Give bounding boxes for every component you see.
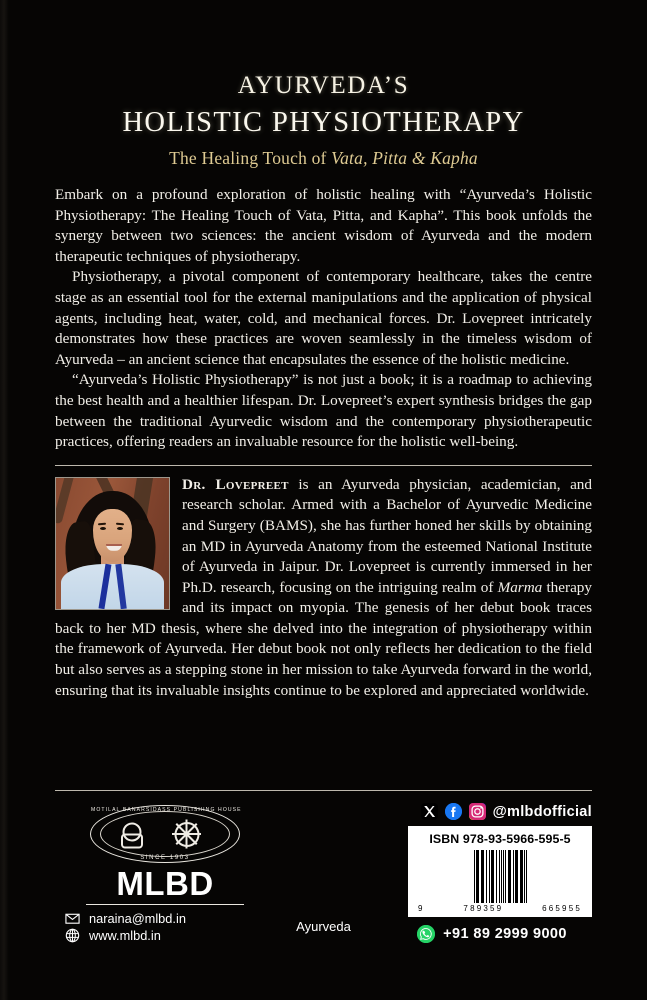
- emblem-wheel-shape: [174, 822, 199, 847]
- blurb-paragraph-1: Embark on a profound exploration of holistic healing with “Ayurveda’s Holistic Physiotherapy: The Healing Touch of Vata, Pitta, and Kapha”. This book unfolds the synergy between two sciences: the ancient wisdom of Ayurveda and the modern therapeutic techniques of physiotherapy.: [55, 186, 592, 265]
- publisher-email-row[interactable]: [65, 911, 275, 926]
- footer-right-column: [392, 801, 592, 943]
- divider-above-footer: [55, 790, 592, 791]
- social-media-row: [392, 803, 592, 820]
- publisher-email: naraina@mlbd.in: [89, 911, 186, 927]
- title-block: [55, 0, 592, 169]
- book-title-line2: HOLISTIC PHYSIOTHERAPY: [122, 107, 525, 138]
- facebook-icon[interactable]: [445, 803, 462, 820]
- barcode-digit-left: 9: [418, 904, 425, 913]
- category-label: Ayurveda: [296, 919, 351, 934]
- envelope-icon: [65, 911, 80, 926]
- author-bio-section: [55, 475, 592, 702]
- instagram-icon[interactable]: [469, 803, 486, 820]
- isbn-barcode-box: [408, 826, 592, 917]
- publisher-block: [55, 801, 275, 943]
- blurb-paragraph-3: “Ayurveda’s Holistic Physiotherapy” is not just a book; it is a roadmap to achieving the best health and a healthier lifespan. Dr. Lovepreet’s expert synthesis bridges the gap between the traditional Ayurvedic wisdom and the contemporary physiotherapeutic practices, offering readers an invaluable resource for the holistic well-being.: [55, 371, 592, 451]
- blurb-section: [55, 185, 592, 453]
- publisher-contact: [55, 911, 275, 943]
- whatsapp-number: +91 89 2999 9000: [443, 926, 567, 942]
- book-subtitle: [55, 148, 592, 169]
- barcode: [416, 850, 584, 903]
- publisher-name: MLBD: [116, 865, 214, 902]
- book-title-line1: AYURVEDA’S: [237, 72, 410, 99]
- barcode-digits: [416, 904, 584, 913]
- author-bio-part1: is an Ayurveda physician, academician, and research scholar. Armed with a Bachelor of Ayurvedic Medicine and Surgery (BAMS), she has further honed her skills by obtaining an MD in Ayurveda Anatomy from the esteemed National Institute of Ayurveda in Jaipur. Dr. Lovepreet is currently immersed in her Ph.D. research, focusing on the intriguing realm of: [182, 475, 592, 596]
- globe-icon: [65, 928, 80, 943]
- footer: [0, 782, 647, 1000]
- author-bio-part2: therapy and its impact on myopia. The genesis of her debut book traces back to her MD thesis, where she delved into the integration of physiotherapy within the framework of Ayurveda. Her debut book not only reflects her dedication to the field but also serves as a stepping stone in her mission to take Ayurveda forward in the world, ensuring that its invaluable insights continue to be explored and appreciated worldwide.: [55, 578, 592, 699]
- emblem-symbol-right: [173, 819, 200, 850]
- isbn-label: ISBN 978-93-5966-595-5: [429, 832, 571, 846]
- emblem-symbol-left: [118, 819, 145, 850]
- publisher-underline: [86, 904, 244, 905]
- social-handle: @mlbdofficial: [492, 803, 592, 820]
- whatsapp-icon: [417, 925, 435, 943]
- x-twitter-icon[interactable]: [421, 803, 438, 820]
- publisher-website-row[interactable]: [65, 928, 275, 943]
- author-name: Dr. Lovepreet: [182, 475, 289, 493]
- emblem-arc-text: MOTILAL BANARSIDASS PUBLISHING HOUSE: [91, 807, 242, 813]
- author-photo: [55, 477, 170, 610]
- barcode-digits-right: 665955: [542, 904, 582, 913]
- author-bio-italic-term: Marma: [497, 578, 543, 596]
- blurb-paragraph-2: Physiotherapy, a pivotal component of contemporary healthcare, takes the centre stage as an essential tool for the external manipulations and the application of physical agents, including heat, water, cold, and mechanical forces. Dr. Lovepreet intricately demonstrates how these practices are woven seamlessly in the timeless wisdom of Ayurveda – an ancient science that encapsulates the essence of the holistic medicine.: [55, 268, 592, 368]
- subtitle-italic: Vata, Pitta & Kapha: [331, 148, 478, 168]
- emblem-body-shape: [121, 834, 143, 849]
- divider-above-author: [55, 465, 592, 466]
- emblem-since-text: SINCE 1903: [140, 854, 190, 861]
- publisher-website: www.mlbd.in: [89, 928, 161, 944]
- barcode-bar: [526, 850, 527, 903]
- barcode-digits-mid: 789359: [463, 904, 504, 913]
- subtitle-prefix: The Healing Touch of: [169, 148, 332, 168]
- whatsapp-row[interactable]: [392, 925, 592, 943]
- publisher-logo-emblem: [90, 805, 240, 863]
- photo-shirt: [61, 564, 165, 609]
